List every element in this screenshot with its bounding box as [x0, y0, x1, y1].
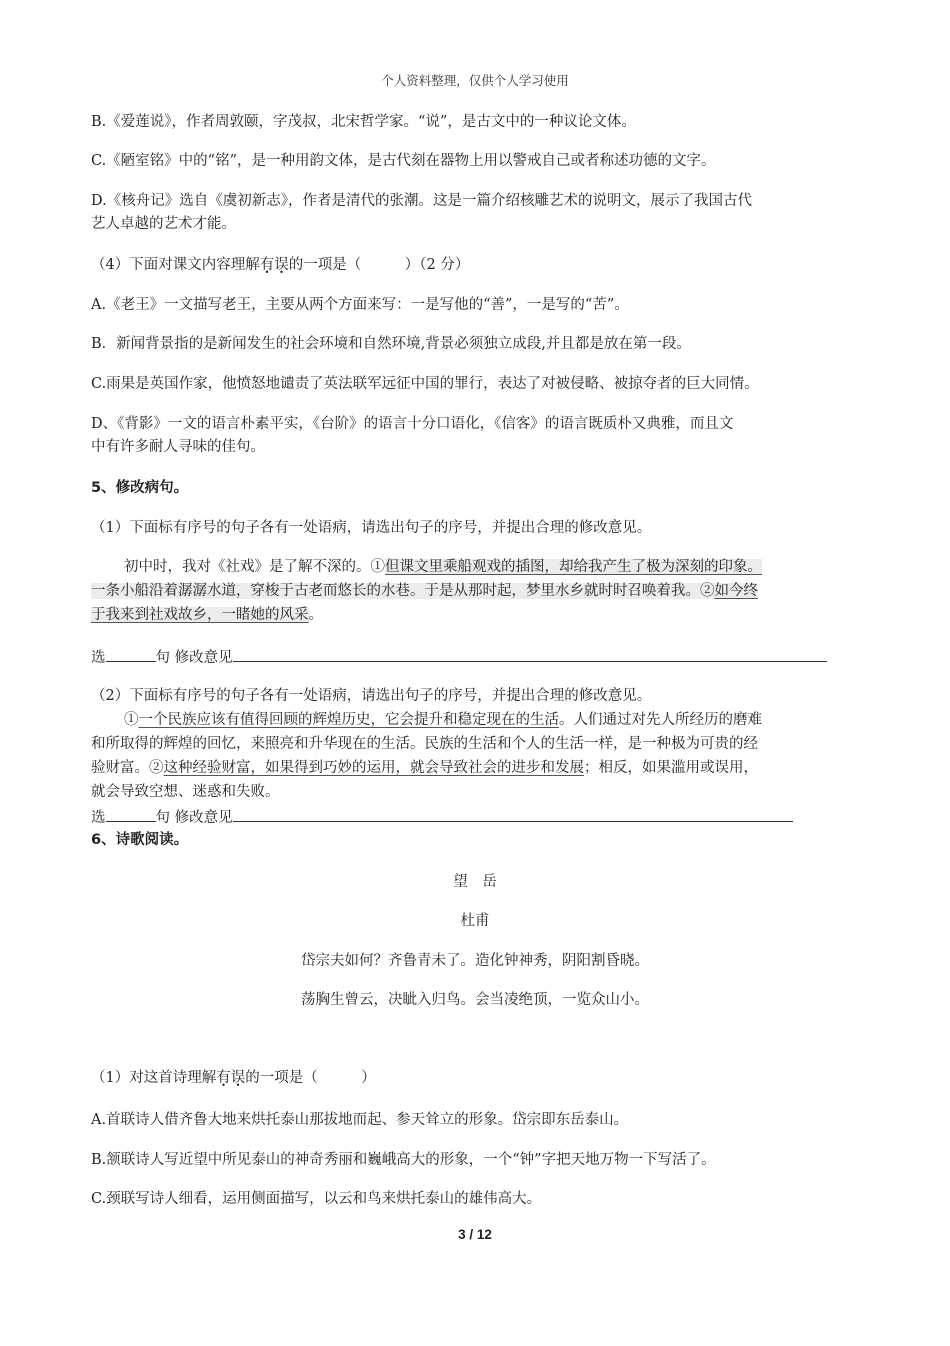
page-header: 个人资料整理，仅供个人学习使用: [381, 73, 569, 88]
q3-option-d-cont: 艺人卓越的艺术才能。: [91, 216, 236, 232]
q5-part2-passage-line1: ①一个民族应该有值得回顾的辉煌历史，它会提升和稳定现在的生活。人们通过对先人所经历的磨难: [124, 712, 762, 728]
q6-option-c: C.颈联写诗人细看，运用侧面描写，以云和鸟来烘托泰山的雄伟高大。: [91, 1191, 542, 1207]
revision-blank[interactable]: [233, 646, 827, 662]
page-number: 3 / 12: [458, 1227, 492, 1242]
q5-part1-passage-line2: 一条小船沿着潺潺水道，穿梭于古老而悠长的水巷。于是从那时起，梦里水乡就时时召唤着我。②如今终: [91, 583, 758, 599]
q6-option-a: A.首联诗人借齐鲁大地来烘托泰山那拔地而起、参天耸立的形象。岱宗即东岳泰山。: [91, 1112, 629, 1128]
q4-option-c: C.雨果是英国作家，他愤怒地谴责了英法联军远征中国的罪行，表达了对被侵略、被掠夺者的巨大同情。: [91, 376, 759, 392]
poem-verse-2: 荡胸生曾云，决眦入归鸟。会当凌绝顶，一览众山小。: [301, 992, 649, 1008]
q5-title: 5、修改病句。: [91, 480, 189, 496]
revision-blank[interactable]: [233, 806, 793, 822]
sentence-1: 但课文里乘船观戏的插图，却给我产生了极为深刻的印象。: [385, 559, 762, 575]
sentence-2: 如今终: [714, 583, 758, 599]
q4-option-b: B．新闻背景指的是新闻发生的社会环境和自然环境,背景必须独立成段,并且都是放在第一段。: [91, 336, 691, 352]
sentence-number-blank[interactable]: [106, 806, 156, 822]
q6-title: 6、诗歌阅读。: [91, 832, 189, 848]
q5-part2-passage-line4: 就会导致空想、迷惑和失败。: [91, 784, 280, 800]
q3-option-d: D.《核舟记》选自《虞初新志》，作者是清代的张潮。这是一篇介绍核雕艺术的说明文，展示了我国古代: [91, 193, 752, 209]
q3-option-c: C.《陋室铭》中的“铭”，是一种用韵文体，是古代刻在器物上用以警戒自己或者称述功德的文字。: [91, 153, 716, 169]
q5-part1-stem: （1）下面标有序号的句子各有一处语病，请选出句子的序号，并提出合理的修改意见。: [91, 520, 652, 536]
sentence-number-blank[interactable]: [106, 646, 156, 662]
q4-stem: （4）下面对课文内容理解有误的一项是（ ）（2 分）: [91, 257, 470, 273]
sentence-1: 一个民族应该有值得回顾的辉煌历史，它会提升和稳定现在的生活: [138, 712, 559, 728]
q3-option-b: B.《爱莲说》，作者周敦颐，字茂叔，北宋哲学家。“说”，是古文中的一种议论文体。: [91, 114, 636, 130]
poem-title: 望 岳: [453, 874, 497, 890]
q6-option-b: B.颔联诗人写近望中所见泰山的神奇秀丽和巍峨高大的形象，一个“钟”字把天地万物一下写活了。: [91, 1152, 716, 1168]
q5-part2-answer: 选 句 修改意见: [91, 806, 793, 828]
poem-author: 杜甫: [460, 913, 490, 929]
q5-part1-answer: 选 句 修改意见: [91, 646, 827, 668]
poem-verse-1: 岱宗夫如何？齐鲁青未了。造化钟神秀，阴阳割昏晓。: [301, 953, 649, 969]
q6-part1-stem: （1）对这首诗理解有误的一项是（ ）: [91, 1070, 376, 1086]
q4-option-d-cont: 中有许多耐人寻味的佳句。: [91, 439, 265, 455]
q5-part2-passage-line2: 和所取得的辉煌的回忆，来照亮和升华现在的生活。民族的生活和个人的生活一样，是一种极为可贵的经: [91, 736, 758, 752]
q5-part2-stem: （2）下面标有序号的句子各有一处语病，请选出句子的序号，并提出合理的修改意见。: [91, 688, 652, 704]
q5-part1-passage-line1: 初中时，我对《社戏》是了解不深的。①但课文里乘船观戏的插图，却给我产生了极为深刻的印象。: [124, 559, 762, 575]
q4-option-a: A.《老王》一文描写老王，主要从两个方面来写：一是写他的“善”，一是写的“苦”。: [91, 297, 629, 313]
q4-option-d: D、《背影》一文的语言朴素平实，《台阶》的语言十分口语化，《信客》的语言既质朴又典雅，而且文: [91, 416, 734, 432]
sentence-2: 这种经验财富，如果得到巧妙的运用，就会导致社会的进步和发展: [163, 760, 584, 776]
q5-part1-passage-line3: 于我来到社戏故乡，一睹她的风采。: [91, 607, 323, 623]
q5-part2-passage-line3: 验财富。②这种经验财富，如果得到巧妙的运用，就会导致社会的进步和发展；相反，如果滥用或误用，: [91, 760, 758, 776]
